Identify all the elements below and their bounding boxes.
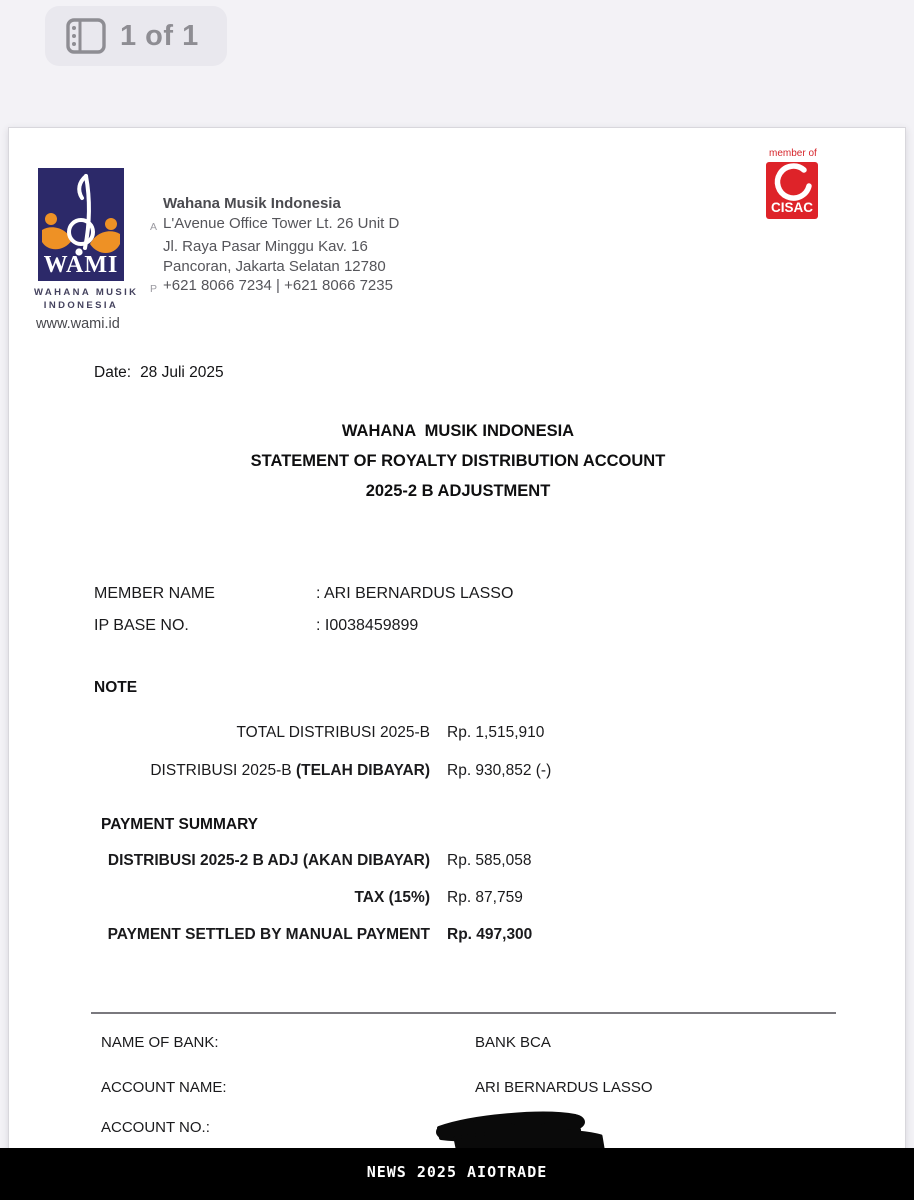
footer-banner bbox=[0, 1148, 914, 1200]
member-name-label: MEMBER NAME bbox=[94, 585, 215, 602]
cisac-logo bbox=[766, 148, 826, 224]
date-value: 28 Juli 2025 bbox=[140, 364, 224, 381]
payment-summary-heading: PAYMENT SUMMARY bbox=[101, 816, 259, 833]
address-prefix: A bbox=[150, 220, 158, 233]
doc-title-period: 2025-2 B ADJUSTMENT bbox=[365, 482, 551, 500]
ip-base-value: : I0038459899 bbox=[316, 617, 419, 634]
doc-title-org: WAHANA MUSIK INDONESIA bbox=[341, 422, 575, 440]
website-text: www.wami.id bbox=[36, 316, 120, 332]
note-row-value: Rp. 1,515,910 bbox=[447, 724, 545, 741]
account-name-value: ARI BERNARDUS LASSO bbox=[475, 1079, 653, 1096]
note-row-label: DISTRIBUSI 2025-B (TELAH DIBAYAR) bbox=[150, 762, 430, 779]
account-name-label: ACCOUNT NAME: bbox=[101, 1079, 227, 1096]
address-line: Pancoran, Jakarta Selatan 12780 bbox=[163, 257, 386, 275]
address-line: L'Avenue Office Tower Lt. 26 Unit D bbox=[163, 214, 400, 232]
payment-row-value: Rp. 497,300 bbox=[447, 926, 533, 943]
note-heading: NOTE bbox=[94, 679, 138, 696]
section-divider bbox=[91, 1012, 836, 1014]
org-name: Wahana Musik Indonesia bbox=[163, 195, 341, 212]
page-indicator-text: 1 of 1 bbox=[120, 19, 199, 52]
thumbnails-panel-icon bbox=[65, 17, 107, 55]
phone-prefix: P bbox=[150, 283, 158, 295]
date-line bbox=[94, 364, 224, 382]
account-no-label: ACCOUNT NO.: bbox=[101, 1119, 210, 1136]
phone-line: +621 8066 7234 | +621 8066 7235 bbox=[163, 277, 393, 294]
ip-base-label: IP BASE NO. bbox=[94, 617, 189, 634]
payment-row-label: DISTRIBUSI 2025-2 B ADJ (AKAN DIBAYAR) bbox=[107, 852, 430, 869]
payment-row-value: Rp. 87,759 bbox=[447, 889, 523, 906]
svg-text:WAMI: WAMI bbox=[43, 252, 119, 278]
note-row-value: Rp. 930,852 (-) bbox=[447, 762, 552, 779]
date-label: Date: bbox=[94, 364, 132, 381]
address-line: Jl. Raya Pasar Minggu Kav. 16 bbox=[163, 238, 368, 255]
wami-logo-caption: WAHANA MUSIK INDONESIA bbox=[34, 287, 139, 311]
member-name-value: : ARI BERNARDUS LASSO bbox=[316, 585, 514, 602]
bank-name-value: BANK BCA bbox=[475, 1034, 551, 1051]
payment-row-label: PAYMENT SETTLED BY MANUAL PAYMENT bbox=[107, 926, 430, 943]
payment-row-value: Rp. 585,058 bbox=[447, 852, 532, 869]
payment-row-label: TAX (15%) bbox=[354, 889, 430, 906]
bank-name-label: NAME OF BANK: bbox=[101, 1034, 219, 1051]
svg-text:CISAC: CISAC bbox=[770, 200, 814, 215]
doc-title-statement: STATEMENT OF ROYALTY DISTRIBUTION ACCOUNT bbox=[250, 452, 666, 470]
footer-banner-text: NEWS 2025 AIOTRADE bbox=[366, 1163, 548, 1181]
page-indicator-pill[interactable] bbox=[45, 6, 227, 66]
note-row-label: TOTAL DISTRIBUSI 2025-B bbox=[236, 724, 430, 741]
wami-logo bbox=[38, 168, 124, 286]
document-page bbox=[8, 127, 906, 1200]
cisac-member-of-text: member of bbox=[769, 148, 817, 159]
letterhead-address bbox=[150, 194, 399, 300]
